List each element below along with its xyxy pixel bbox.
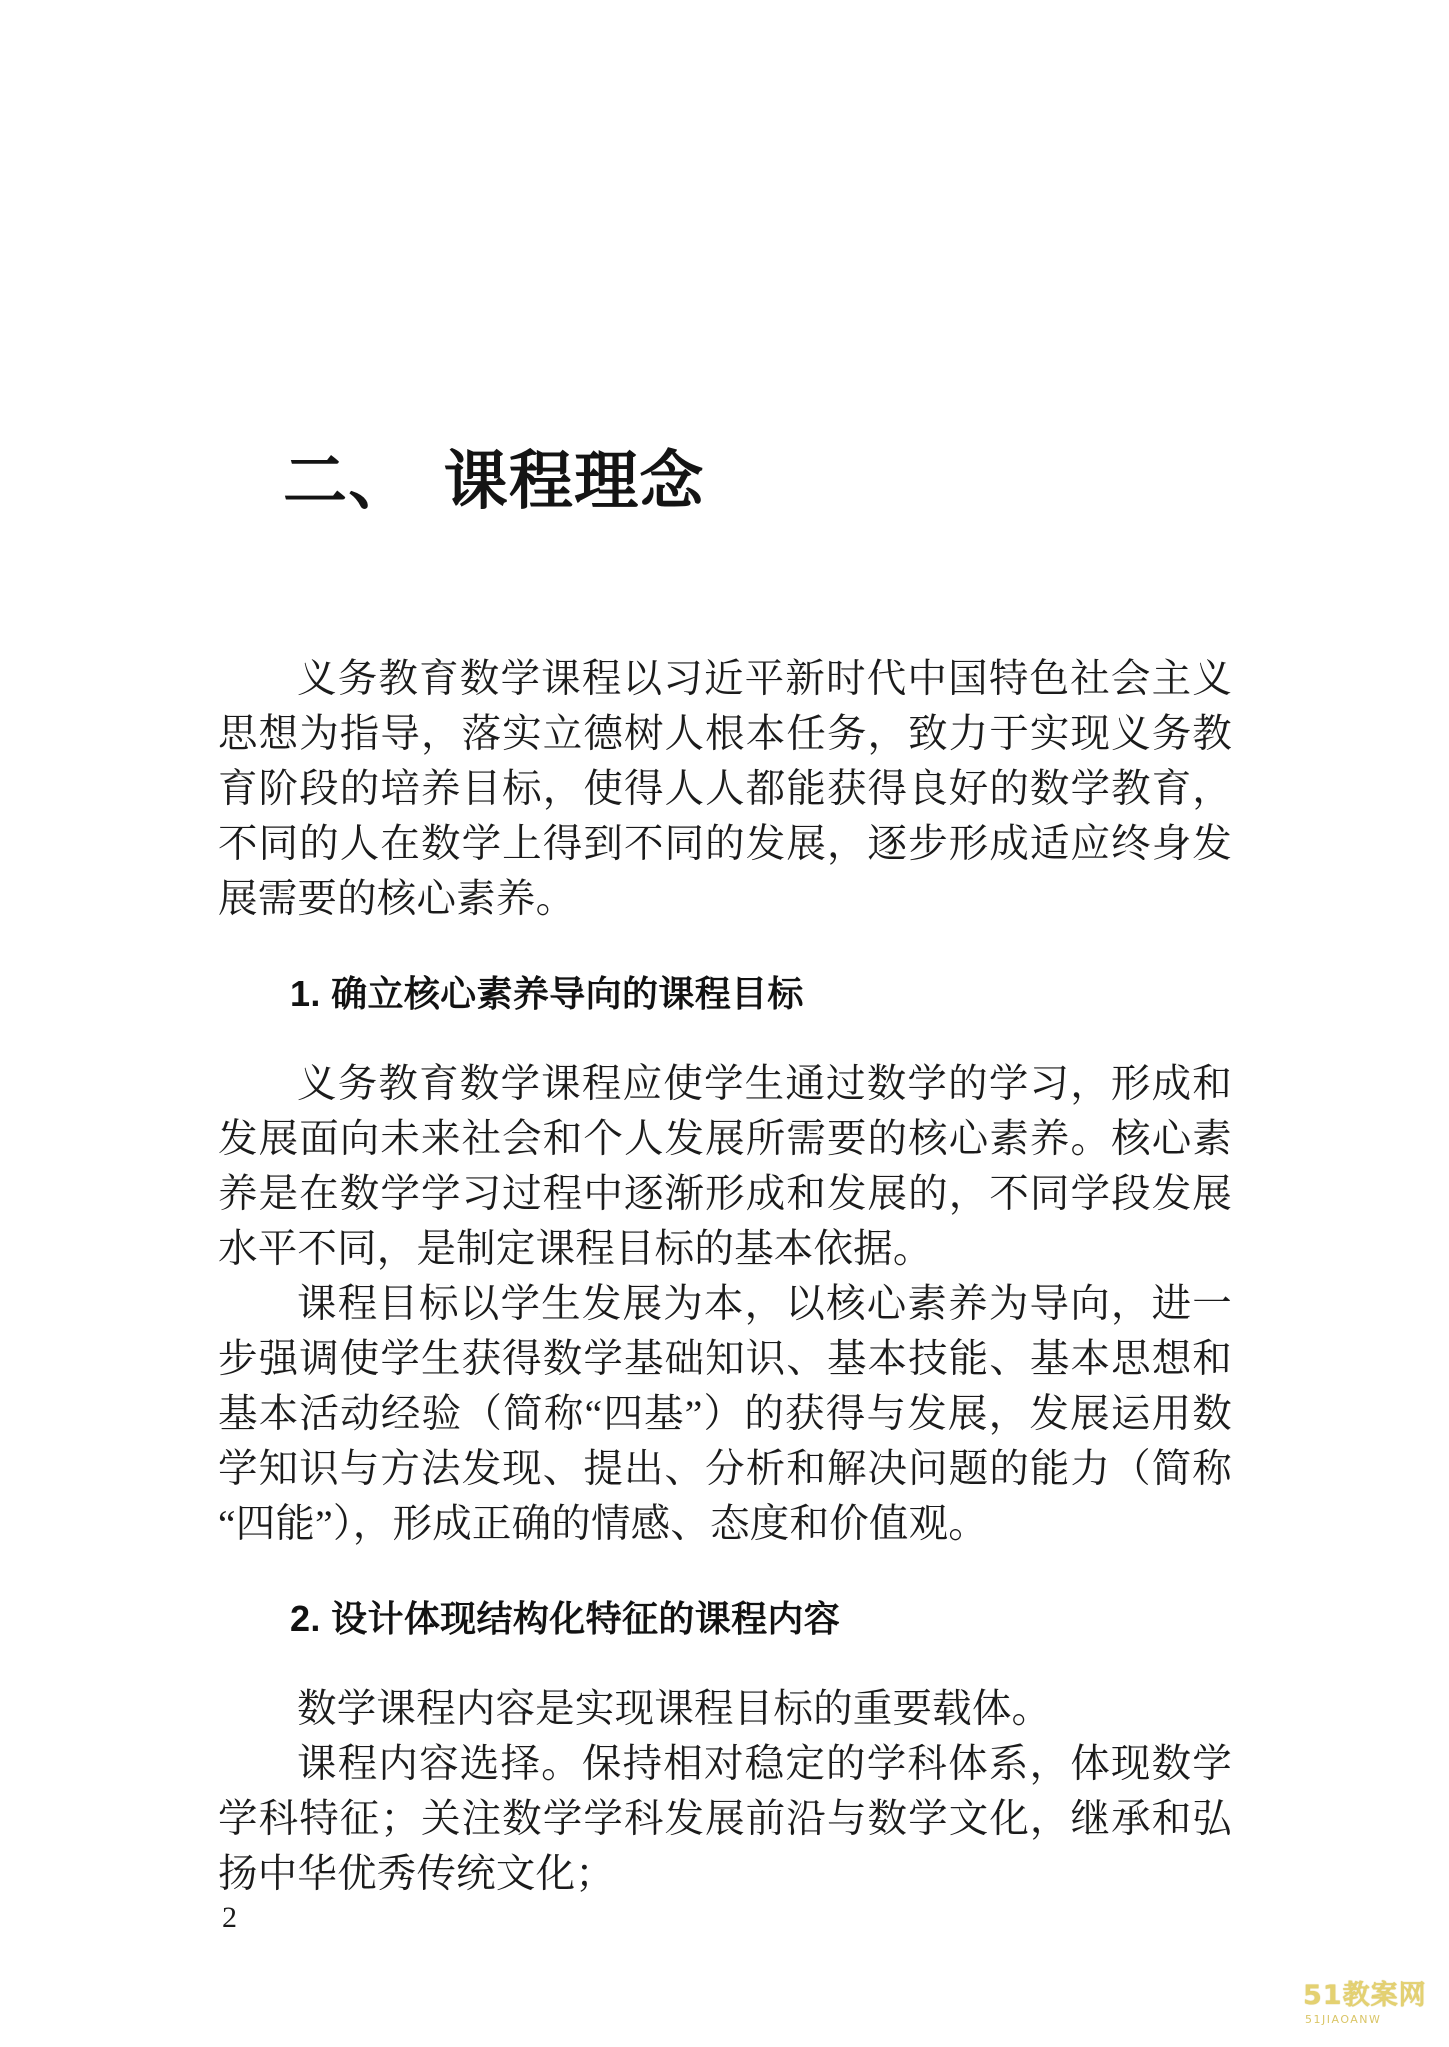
section-2-paragraph-2: 课程内容选择。保持相对稳定的学科体系，体现数学学科特征；关注数学学科发展前沿与数学文化，继承和弘扬中华优秀传统文化； — [218, 1742, 1232, 1897]
section-heading-1: 1. 确立核心素养导向的课程目标 — [290, 973, 804, 1015]
section-1-paragraph-2: 课程目标以学生发展为本，以核心素养为导向，进一步强调使学生获得数学基础知识、基本技能、基本思想和基本活动经验（简称“四基”）的获得与发展，发展运用数学知识与方法发现、提出、分析和解决问题的能力（简称“四能”），形成正确的情感、态度和价值观。 — [218, 1282, 1232, 1547]
chapter-number: 二、 — [283, 446, 414, 517]
page-number: 2 — [222, 1901, 237, 1934]
section-1-paragraph-1: 义务教育数学课程应使学生通过数学的学习，形成和发展面向未来社会和个人发展所需要的核心素养。核心素养是在数学学习过程中逐渐形成和发展的，不同学段发展水平不同，是制定课程目标的基本依据。 — [218, 1062, 1232, 1272]
page-title — [218, 0, 1232, 517]
section-heading-2: 2. 设计体现结构化特征的课程内容 — [290, 1598, 841, 1640]
page-content — [218, 0, 1232, 1902]
watermark-main-text: 51教案网 — [1303, 1980, 1427, 2011]
watermark-logo — [1303, 1981, 1431, 2037]
intro-paragraph: 义务教育数学课程以习近平新时代中国特色社会主义思想为指导，落实立德树人根本任务，致力于实现义务教育阶段的培养目标，使得人人都能获得良好的数学教育，不同的人在数学上得到不同的发展，逐步形成适应终身发展需要的核心素养。 — [218, 657, 1232, 922]
watermark-sub-text: 51JIAOANW — [1305, 2013, 1382, 2026]
section-2-paragraph-1: 数学课程内容是实现课程目标的重要载体。 — [297, 1687, 1052, 1732]
chapter-title-text: 课程理念 — [443, 446, 705, 517]
